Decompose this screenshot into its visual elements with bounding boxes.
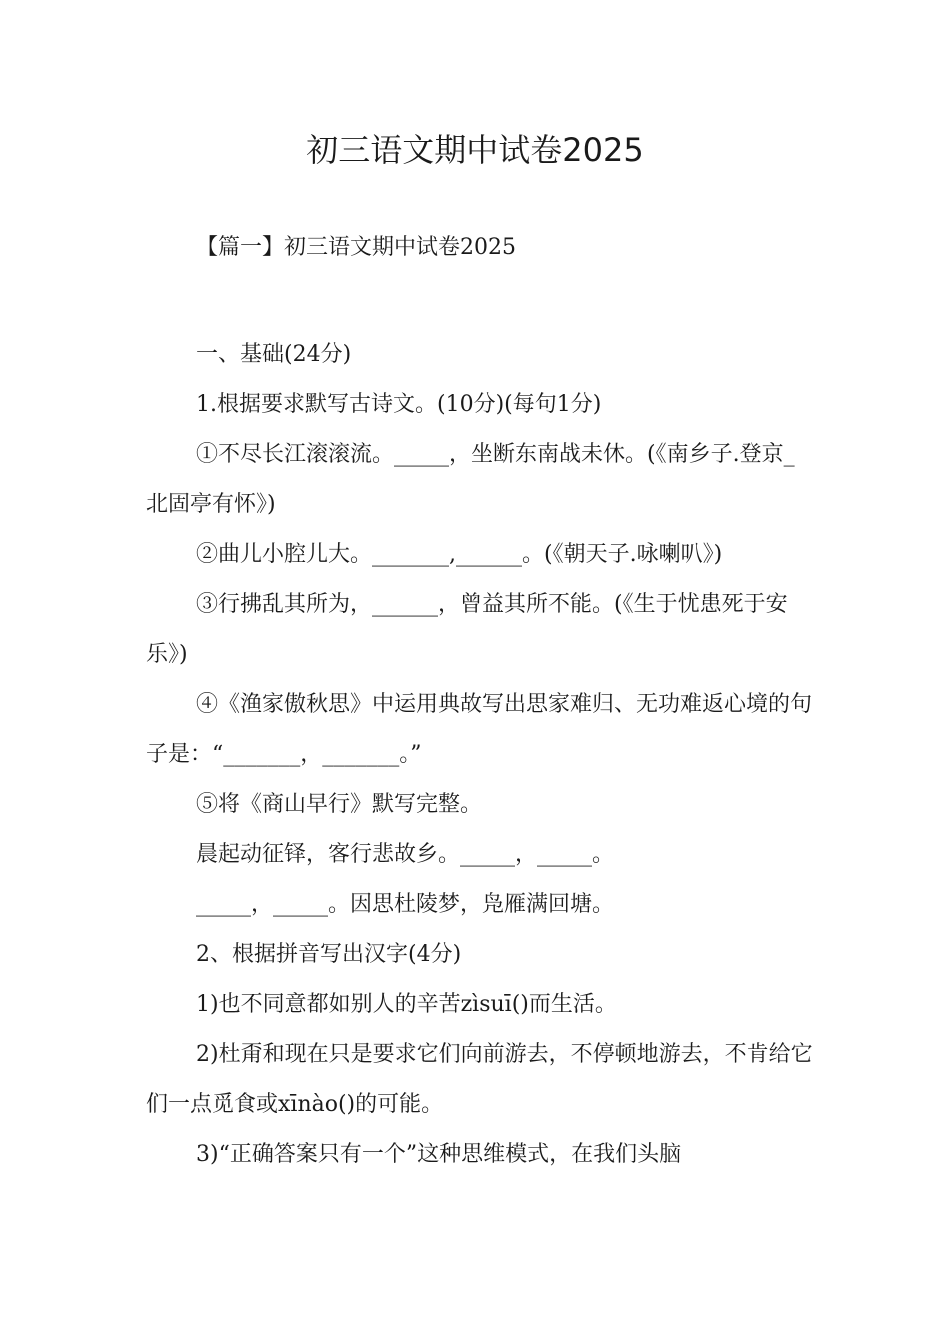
paragraph: 1)也不同意都如别人的辛苦zìsuī()而生活。 <box>196 992 617 1017</box>
paragraph: ①不尽长江滚滚流。_____，坐断东南战未休。(《南乡子.登京_北固亭有怀》) <box>146 442 795 517</box>
paragraph: 2、根据拼音写出汉字(4分) <box>196 942 462 967</box>
document-title: 初三语文期中试卷2025 <box>306 131 644 169</box>
paragraph: 1.根据要求默写古诗文。(10分)(每句1分) <box>196 392 602 417</box>
paragraph: 3)“正确答案只有一个”这种思维模式，在我们头脑 <box>196 1142 682 1167</box>
paragraph: 一、基础(24分) <box>196 342 352 367</box>
paragraph: ⑤将《商山早行》默写完整。 <box>196 792 483 817</box>
section-heading: 【篇一】初三语文期中试卷2025 <box>196 235 516 260</box>
paragraph: _____，_____。因思杜陵梦，凫雁满回塘。 <box>196 892 615 917</box>
paragraph: ④《渔家傲秋思》中运用典故写出思家难归、无功难返心境的句子是：“_______，_______。” <box>146 692 813 767</box>
paragraph: ③行拂乱其所为，______，曾益其所不能。(《生于忧患死于安乐》) <box>146 592 788 667</box>
paragraph: ②曲儿小腔儿大。_______,______。(《朝天子.咏喇叭》) <box>196 542 723 567</box>
document-body <box>146 330 816 1180</box>
paragraph: 2)杜甭和现在只是要求它们向前游去，不停顿地游去，不肯给它们一点觅食或xīnào()的可能。 <box>146 1042 813 1117</box>
paragraph: 晨起动征铎，客行悲故乡。_____，_____。 <box>196 842 615 867</box>
